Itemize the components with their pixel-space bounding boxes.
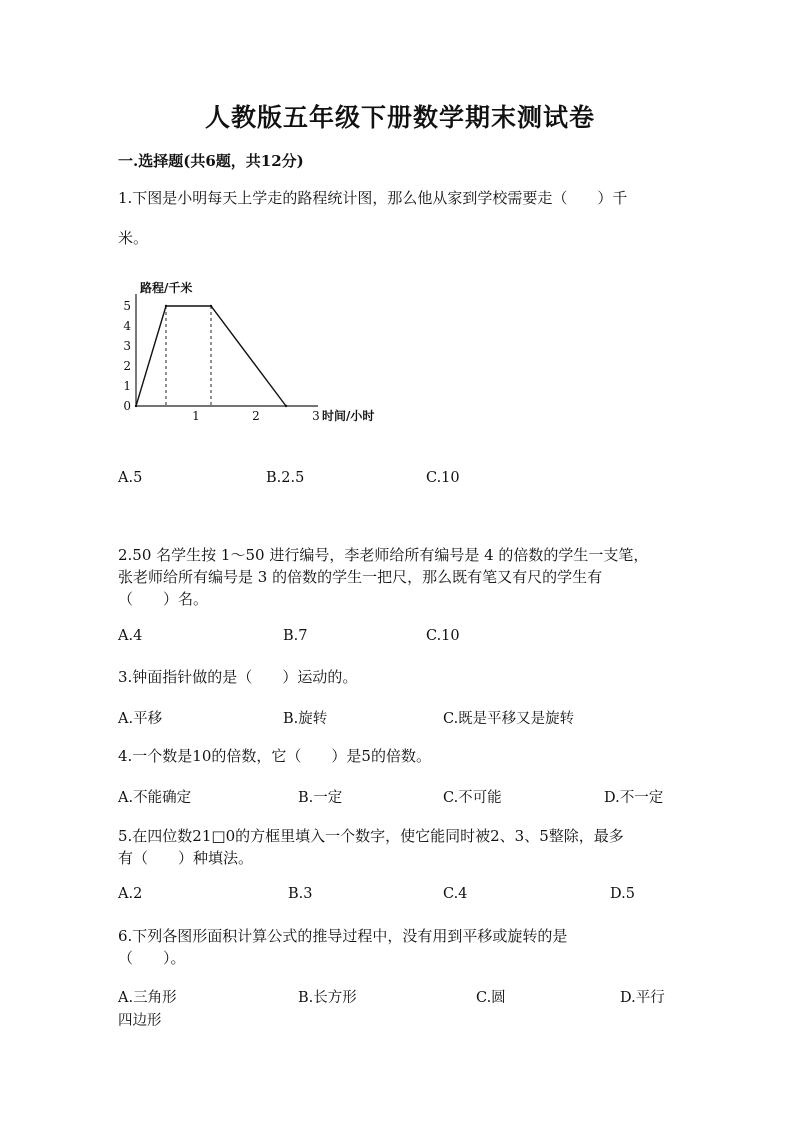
question-6-line-1: 6.下列各图形面积计算公式的推导过程中，没有用到平移或旋转的是 bbox=[118, 927, 568, 945]
y-tick-label-5: 5 bbox=[123, 299, 131, 313]
question-2-line-1: 2.50 名学生按 1～50 进行编号，李老师给所有编号是 4 的倍数的学生一支笔， bbox=[118, 546, 649, 564]
data-point-2 bbox=[210, 305, 212, 307]
chart-guides bbox=[166, 306, 211, 406]
q2-option-b: B.7 bbox=[283, 628, 308, 644]
y-axis-label: 路程/千米 bbox=[140, 281, 193, 295]
q6-option-a: A.三角形 bbox=[118, 990, 177, 1006]
q4-option-d: D.不一定 bbox=[604, 790, 664, 806]
question-3-line-1: 3.钟面指针做的是（ ）运动的。 bbox=[118, 668, 358, 686]
chart-axes bbox=[136, 294, 318, 406]
q5-option-b: B.3 bbox=[288, 886, 313, 902]
question-2-line-3: （ ）名。 bbox=[118, 590, 209, 608]
data-point-0 bbox=[135, 405, 137, 407]
q1-option-c: C.10 bbox=[426, 470, 460, 486]
q6-option-d: D.平行 bbox=[620, 990, 665, 1006]
q6-option-b: B.长方形 bbox=[298, 990, 357, 1006]
question-4-line-1: 4.一个数是10的倍数，它（ ）是5的倍数。 bbox=[118, 747, 431, 765]
x-tick-label-3: 3 bbox=[312, 409, 320, 423]
x-axis-label: 时间/小时 bbox=[322, 409, 375, 423]
y-tick-label-1: 1 bbox=[123, 379, 131, 393]
section-heading: 一.选择题(共6题，共12分) bbox=[118, 152, 304, 170]
y-tick-label-3: 3 bbox=[123, 339, 131, 353]
q4-option-c: C.不可能 bbox=[443, 790, 502, 806]
q4-option-b: B.一定 bbox=[298, 790, 343, 806]
x-tick-label-2: 2 bbox=[252, 409, 260, 423]
question-2-line-2: 张老师给所有编号是 3 的倍数的学生一把尺，那么既有笔又有尺的学生有 bbox=[118, 568, 603, 586]
q6-option-c: C.圆 bbox=[476, 990, 506, 1006]
q1-option-a: A.5 bbox=[118, 470, 143, 486]
question-5-line-2: 有（ ）种填法。 bbox=[118, 849, 254, 867]
x-tick-label-1: 1 bbox=[192, 409, 200, 423]
chart-labels bbox=[123, 280, 374, 423]
data-point-1 bbox=[165, 305, 167, 307]
q5-option-a: A.2 bbox=[118, 886, 143, 902]
q5-option-d: D.5 bbox=[610, 886, 635, 902]
y-tick-label-2: 2 bbox=[123, 359, 131, 373]
question-5-line-1: 5.在四位数21□0的方框里填入一个数字，使它能同时被2、3、5整除，最多 bbox=[118, 827, 624, 845]
q2-option-a: A.4 bbox=[118, 628, 143, 644]
q2-option-c: C.10 bbox=[426, 628, 460, 644]
y-tick-label-0: 0 bbox=[123, 399, 131, 413]
y-tick-label-4: 4 bbox=[123, 319, 131, 333]
q5-option-c: C.4 bbox=[443, 886, 468, 902]
question-6-line-2: （ ）。 bbox=[118, 949, 186, 967]
q3-option-a: A.平移 bbox=[118, 711, 163, 727]
page-title: 人教版五年级下册数学期末测试卷 bbox=[204, 103, 595, 132]
question-1-line-1: 1.下图是小明每天上学走的路程统计图，那么他从家到学校需要走（ ）千 bbox=[118, 189, 628, 207]
distance-time-chart bbox=[118, 278, 408, 428]
q1-option-b: B.2.5 bbox=[266, 470, 305, 486]
q3-option-c: C.既是平移又是旋转 bbox=[443, 711, 575, 727]
data-point-3 bbox=[285, 405, 287, 407]
q4-option-a: A.不能确定 bbox=[118, 790, 192, 806]
question-1-line-2: 米。 bbox=[118, 229, 149, 247]
q3-option-b: B.旋转 bbox=[283, 711, 328, 727]
q6-option-d-continued: 四边形 bbox=[118, 1013, 162, 1029]
